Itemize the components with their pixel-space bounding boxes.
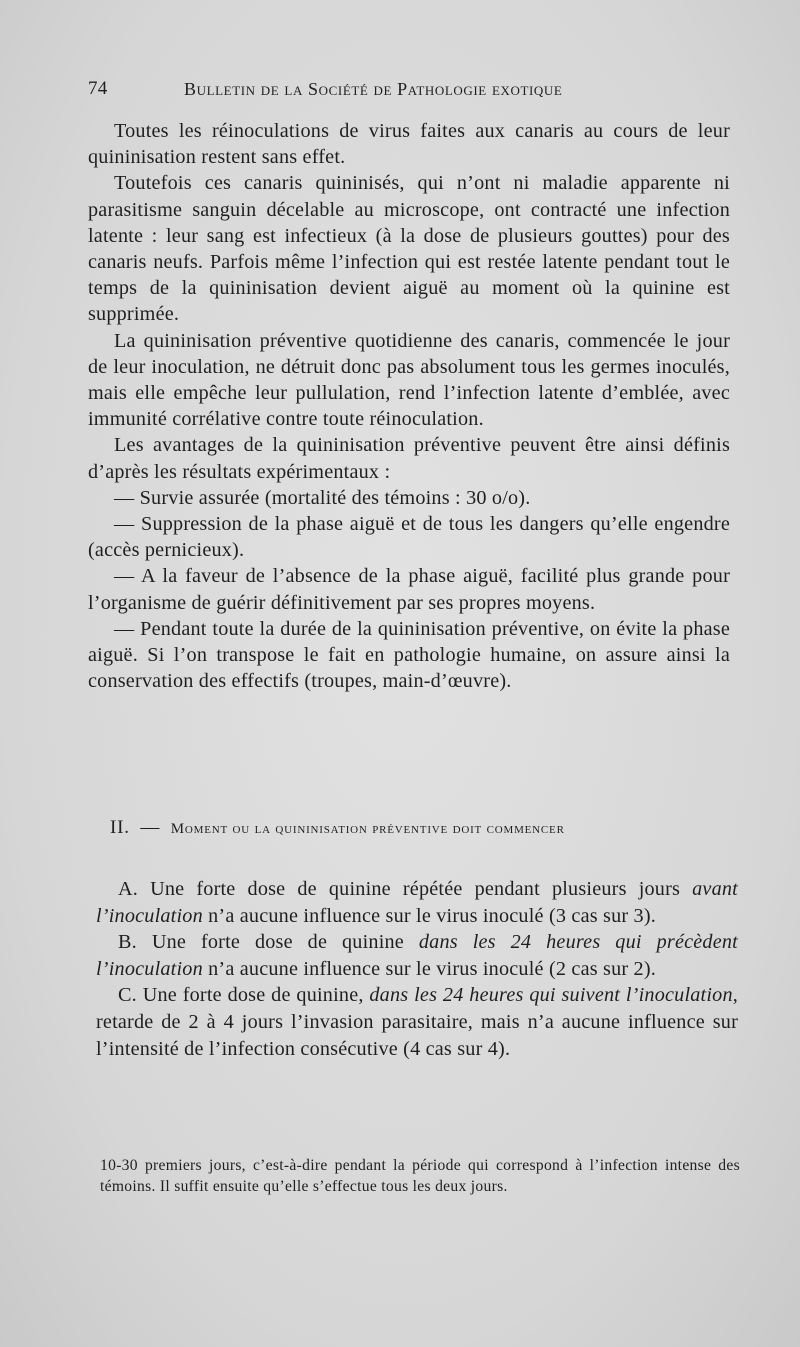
list-item: — A la faveur de l’absence de la phase aiguë, facilité plus grande pour l’organisme de guérir définitivement par ses propres moyens. [88,565,730,614]
section-number: II. [110,817,130,838]
paragraph: Toutefois ces canaris quininisés, qui n’ont ni maladie apparente ni parasitisme sanguin décelable au microscope, ont contracté une infection latente : leur sang est infectieux (à la dose de plusieurs gouttes) pour des canaris neufs. Parfois même l’infection qui est restée latente pendant tout le temps de la quininisation devient aiguë au moment où la quinine est supprimée. [88,172,730,326]
running-title: Bulletin de la Société de Pathologie exotique [184,79,563,99]
list-item: — Suppression de la phase aiguë et de tous les dangers qu’elle engendre (accès pernicieux). [88,513,730,562]
list-item-b: B. Une forte dose de quinine dans les 24 heures qui précèdent l’inoculation n’a aucune influence sur le virus inoculé (2 cas sur 2). [96,931,738,980]
list-item-a: A. Une forte dose de quinine répétée pendant plusieurs jours avant l’inoculation n’a aucune influence sur le virus inoculé (3 cas sur 3). [96,878,738,927]
page-number: 74 [88,78,108,99]
list-item-c: C. Une forte dose de quinine, dans les 24 heures qui suivent l’inoculation, retarde de 2 à 4 jours l’invasion parasitaire, mais n’a aucune influence sur l’intensité de l’infection consécutive (4 cas sur 4). [96,984,738,1060]
section-heading [110,817,740,839]
list-item: — Pendant toute la durée de la quininisation préventive, on évite la phase aiguë. Si l’on transpose le fait en pathologie humaine, on assure ainsi la conservation des effectifs (troupes, main-d’œuvre). [88,617,730,693]
paragraph: La quininisation préventive quotidienne des canaris, commencée le jour de leur inoculation, ne détruit donc pas absolument tous les germes inoculés, mais elle empêche leur pullulation, rend l’infection latente d’emblée, avec immunité corrélative contre toute réinoculation. [88,329,730,431]
paragraph: Les avantages de la quininisation préventive peuvent être ainsi définis d’après les résultats expérimentaux : [88,434,730,483]
body-text [88,118,730,694]
page-header [88,78,728,106]
section-title: Moment ou la quininisation préventive doit commencer [170,821,565,837]
paragraph: Toutes les réinoculations de virus faites aux canaris au cours de leur quininisation restent sans effet. [88,120,730,169]
footnote: 10-30 premiers jours, c’est-à-dire pendant la période qui correspond à l’infection intense des témoins. Il suffit ensuite qu’elle s’effectue tous les deux jours. [100,1157,740,1195]
experiment-list [96,876,738,1062]
section-dash: — [140,817,161,838]
list-item: — Survie assurée (mortalité des témoins : 30 o/o). [114,486,531,509]
